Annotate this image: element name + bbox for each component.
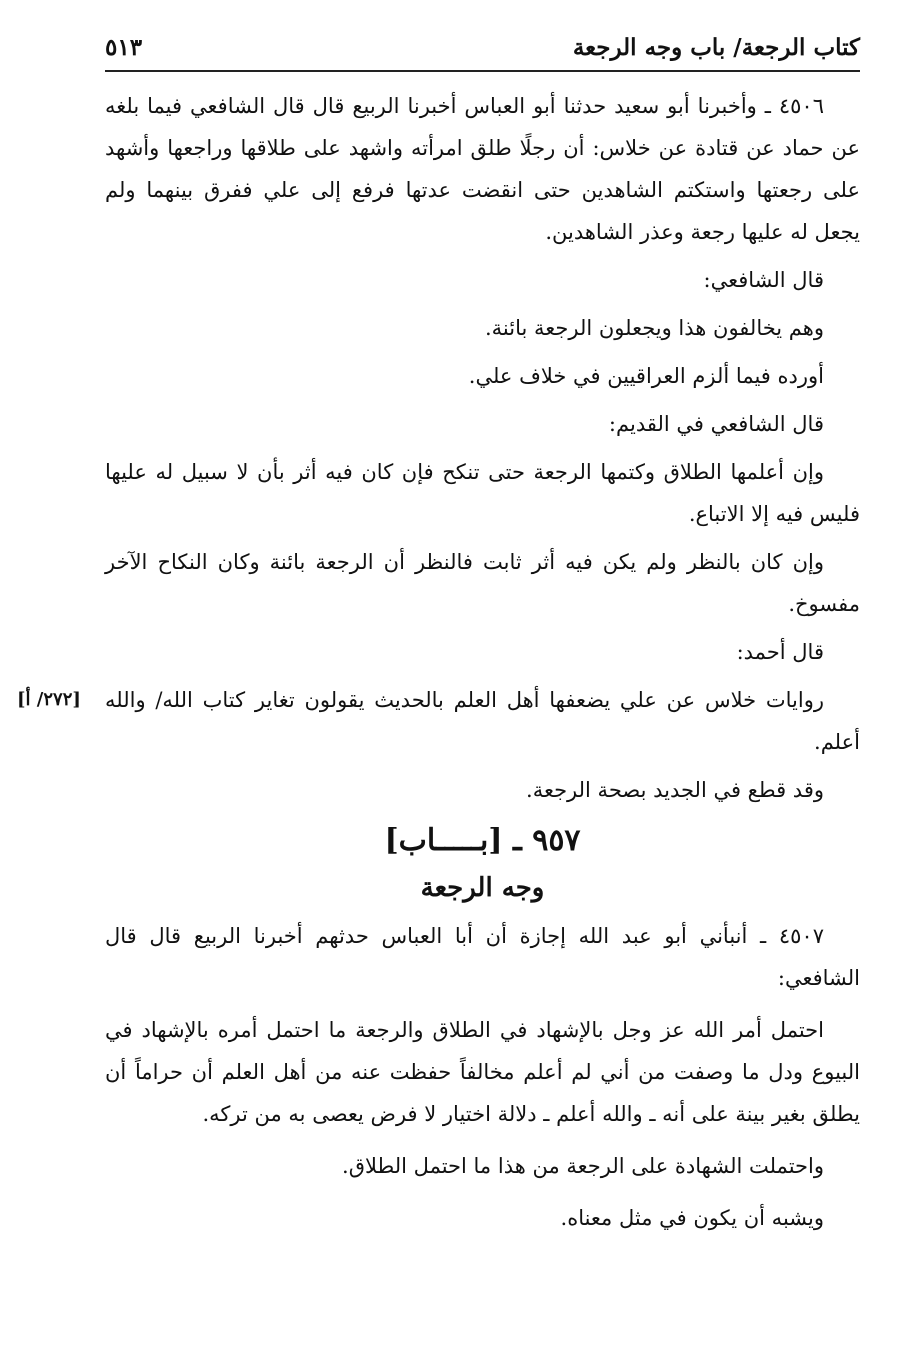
paragraph-iraqis: أورده فيما ألزم العراقيين في خلاف علي. — [468, 364, 824, 388]
paragraph-hadith-4507: ٤٥٠٧ ـ أنبأني أبو عبد الله إجازة أن أبا العباس حدثهم أخبرنا الربيع قال قال الشافعي: — [105, 924, 860, 990]
page-body — [17, 85, 860, 1239]
paragraph-if-by-reasoning: وإن كان بالنظر ولم يكن فيه أثر ثابت فالنظر أن الرجعة بائنة وكان النكاح الآخر مفسوخ. — [105, 550, 860, 616]
paragraph-khilas-narrations — [17, 679, 860, 763]
folio-marker: [٢٧٢/ أ] — [17, 689, 81, 710]
chapter-number: ٩٥٧ ـ [بـــــاب] — [384, 823, 581, 858]
paragraph-witnessing: احتمل أمر الله عز وجل بالإشهاد في الطلاق والرجعة ما احتمل أمره بالإشهاد في البيوع ودل ما وصفت من أني لم أعلم مخالفاً حفظت عنه من أهل العلم أن حراماً أن يطلق بغير بينة على أنه ـ والله أعلم ـ دلالة اختيار لا فرض يعصى به من تركه. — [105, 1018, 860, 1126]
paragraph-hadith-4506: ٤٥٠٦ ـ وأخبرنا أبو سعيد حدثنا أبو العباس أخبرنا الربيع قال قال الشافعي فيما بلغه عن حماد عن قتادة عن خلاس: أن رجلًا طلق امرأته واشهد على طلاقها وراجعها وأشهد على رجعتها واستكتم الشاهدين حتى انقضت عدتها فرفع إلى علي ففرق بينهما ولم يجعل له عليها رجعة وعذر الشاهدين. — [105, 94, 860, 244]
paragraph-ahmad-said: قال أحمد: — [736, 640, 824, 664]
paragraph-if-informed: وإن أعلمها الطلاق وكتمها الرجعة حتى تنكح فإن كان فيه أثر بأن لا سبيل له عليها فليس فيه إلا الاتباع. — [105, 460, 860, 526]
paragraph-similar-meaning: ويشبه أن يكون في مثل معناه. — [560, 1206, 824, 1230]
paragraph-shafii-said: قال الشافعي: — [703, 268, 824, 292]
running-title: كتاب الرجعة/ باب وجه الرجعة — [572, 34, 860, 61]
paragraph-shafii-old: قال الشافعي في القديم: — [608, 412, 824, 436]
paragraph-witness-return: واحتملت الشهادة على الرجعة من هذا ما احتمل الطلاق. — [342, 1154, 824, 1178]
page-number: ٥١٣ — [105, 34, 143, 61]
paragraph-they-differ: وهم يخالفون هذا ويجعلون الرجعة بائنة. — [484, 316, 824, 340]
chapter-title: وجه الرجعة — [420, 873, 545, 903]
page-header — [105, 30, 860, 72]
paragraph-new-ruling: وقد قطع في الجديد بصحة الرجعة. — [526, 778, 824, 802]
khilas-text: روايات خلاس عن علي يضعفها أهل العلم بالحديث يقولون تغاير كتاب الله/ والله أعلم. — [105, 688, 860, 754]
